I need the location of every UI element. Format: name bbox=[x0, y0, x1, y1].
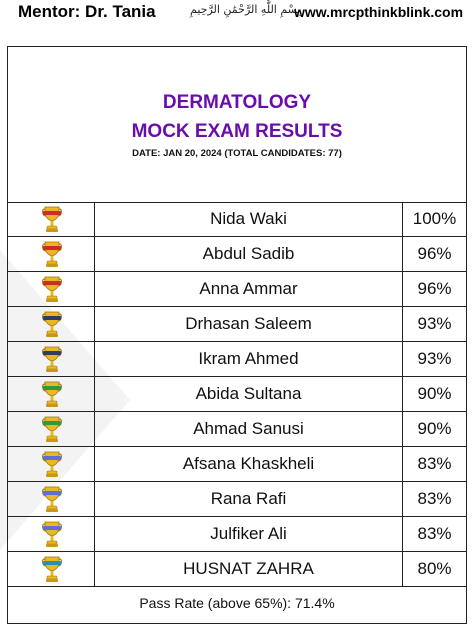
table-row bbox=[8, 202, 466, 237]
trophy-icon bbox=[42, 555, 62, 584]
table-row bbox=[8, 482, 466, 517]
trophy-cell bbox=[8, 377, 95, 411]
table-row bbox=[8, 237, 466, 272]
candidate-name: Rana Rafi bbox=[210, 489, 287, 508]
website-label: www.mrcpthinkblink.com bbox=[294, 4, 464, 20]
candidate-name: Abdul Sadib bbox=[202, 244, 295, 263]
subject-title: DERMATOLOGY bbox=[162, 92, 312, 113]
trophy-cell bbox=[8, 482, 95, 516]
trophy-cell bbox=[8, 552, 95, 586]
candidate-score: 96% bbox=[402, 237, 466, 271]
results-card bbox=[7, 46, 467, 624]
mentor-label: Mentor: Dr. Tania bbox=[18, 2, 156, 21]
candidate-score: 90% bbox=[402, 412, 466, 446]
trophy-cell bbox=[8, 447, 95, 481]
candidate-score: 83% bbox=[402, 447, 466, 481]
trophy-cell bbox=[8, 517, 95, 551]
trophy-cell bbox=[8, 237, 95, 271]
table-row bbox=[8, 517, 466, 552]
trophy-icon bbox=[42, 310, 62, 339]
exam-title: MOCK EXAM RESULTS bbox=[131, 121, 343, 142]
candidate-name: Ahmad Sanusi bbox=[193, 419, 304, 438]
trophy-icon bbox=[42, 205, 62, 234]
candidate-score: 93% bbox=[402, 342, 466, 376]
candidate-score: 96% bbox=[402, 272, 466, 306]
trophy-cell bbox=[8, 202, 95, 236]
results-header bbox=[8, 47, 466, 203]
table-row bbox=[8, 272, 466, 307]
trophy-icon bbox=[42, 520, 62, 549]
trophy-icon bbox=[42, 415, 62, 444]
candidate-name: Afsana Khaskheli bbox=[182, 454, 315, 473]
candidate-name: Drhasan Saleem bbox=[185, 314, 312, 333]
table-row bbox=[8, 342, 466, 377]
candidate-name: HUSNAT ZAHRA bbox=[183, 559, 314, 578]
trophy-icon bbox=[42, 345, 62, 374]
trophy-cell bbox=[8, 342, 95, 376]
table-row bbox=[8, 447, 466, 482]
candidate-score: 83% bbox=[402, 482, 466, 516]
candidate-name: Julfiker Ali bbox=[210, 524, 287, 543]
candidate-score: 100% bbox=[402, 202, 466, 236]
candidate-score: 83% bbox=[402, 517, 466, 551]
table-row bbox=[8, 377, 466, 412]
table-row bbox=[8, 412, 466, 447]
candidate-name: Anna Ammar bbox=[199, 279, 298, 298]
candidate-name: Nida Waki bbox=[210, 209, 287, 228]
top-banner bbox=[0, 0, 474, 26]
trophy-icon bbox=[42, 240, 62, 269]
trophy-cell bbox=[8, 412, 95, 446]
trophy-cell bbox=[8, 272, 95, 306]
candidate-score: 93% bbox=[402, 307, 466, 341]
table-row bbox=[8, 552, 466, 587]
trophy-icon bbox=[42, 485, 62, 514]
trophy-icon bbox=[42, 450, 62, 479]
bismillah-calligraphy: بِسْمِ اللَّهِ الرَّحْمَٰنِ الرَّحِيمِ bbox=[190, 3, 301, 16]
candidate-score: 80% bbox=[402, 552, 466, 586]
date-line: DATE: JAN 20, 2024 (TOTAL CANDIDATES: 77) bbox=[132, 148, 342, 159]
pass-rate: Pass Rate (above 65%): 71.4% bbox=[139, 595, 335, 611]
trophy-cell bbox=[8, 307, 95, 341]
results-table bbox=[8, 202, 466, 587]
trophy-icon bbox=[42, 275, 62, 304]
candidate-name: Ikram Ahmed bbox=[198, 349, 299, 368]
candidate-score: 90% bbox=[402, 377, 466, 411]
candidate-name: Abida Sultana bbox=[195, 384, 302, 403]
table-row bbox=[8, 307, 466, 342]
trophy-icon bbox=[42, 380, 62, 409]
